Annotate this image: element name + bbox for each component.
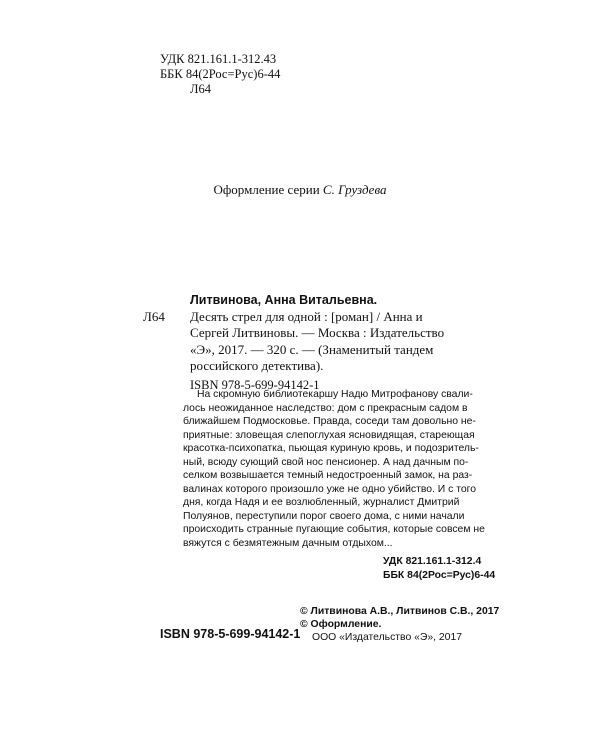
bbk-code: ББК 84(2Рос=Рус)6-44 [160,67,281,81]
description-line: Десять стрел для одной : [роман] / Анна и [190,308,423,324]
annotation [183,388,485,550]
annotation-line: валинах которого произошло уже не одно убийство. И с того [183,483,476,495]
annotation-line: ный, всюду сующий свой нос пенсионер. А над дачным по- [183,456,469,468]
bottom-classification-block [383,555,495,583]
bibliographic-entry [143,292,483,393]
annotation-line: вяжутся с безмятежным дачным отдыхом... [183,537,393,549]
author-sign: Л64 [190,82,211,96]
description-line: Сергей Литвиновы. — Москва : Издательство [190,325,445,340]
annotation-line: красотка-психопатка, пьющая куриную кровь, и подозритель- [183,443,479,454]
bbk-code-bottom: ББК 84(2Рос=Рус)6-44 [383,570,496,581]
annotation-line: дня, когда Надя и ее возлюбленный, журналист Дмитрий [183,497,460,508]
udk-code-bottom: УДК 821.161.1-312.4 [383,556,482,567]
copyright-authors: © Литвинова А.В., Литвинов С.В., 2017 [300,606,500,617]
isbn-footer: ISBN 978-5-699-94142-1 [160,627,301,641]
bibliographic-description [143,309,483,375]
top-classification-block [160,52,280,97]
copyright-publisher: ООО «Издательство «Э», 2017 [312,632,463,643]
annotation-line: На скромную библиотекаршу Надю Митрофанову свали- [197,389,473,400]
description-line: российского детектива). [190,358,324,373]
description-line: «Э», 2017. — 320 с. — (Знаменитый тандем [190,341,434,357]
author-sign-code: Л64 [143,308,165,324]
annotation-line: Полуянов, переступили порог своего дома, с ними начали [183,510,465,522]
copyright-design: © Оформление. [300,619,382,630]
annotation-line: лось неожиданное наследство: дом с прекрасным садом в [183,402,468,414]
author-heading: Литвинова, Анна Витальевна. [190,293,378,307]
annotation-line: происходить странные пугающие события, которые совсем не [183,524,485,535]
annotation-line: ближайшем Подмосковье. Правда, соседи там довольно не- [183,416,476,427]
copyright-block [300,605,499,644]
annotation-line: приятные: зловещая слепоглухая ясновидящая, стареющая [183,429,475,441]
annotation-line: селком возвышается темный недостроенный замок, на раз- [183,470,473,481]
series-design-credit [0,182,600,198]
series-design-label: Оформление серии [213,182,320,197]
udk-code: УДК 821.161.1-312.43 [160,52,277,66]
isbn-entry: ISBN 978-5-699-94142-1 [190,377,320,392]
series-designer-name: С. Груздева [322,182,387,197]
